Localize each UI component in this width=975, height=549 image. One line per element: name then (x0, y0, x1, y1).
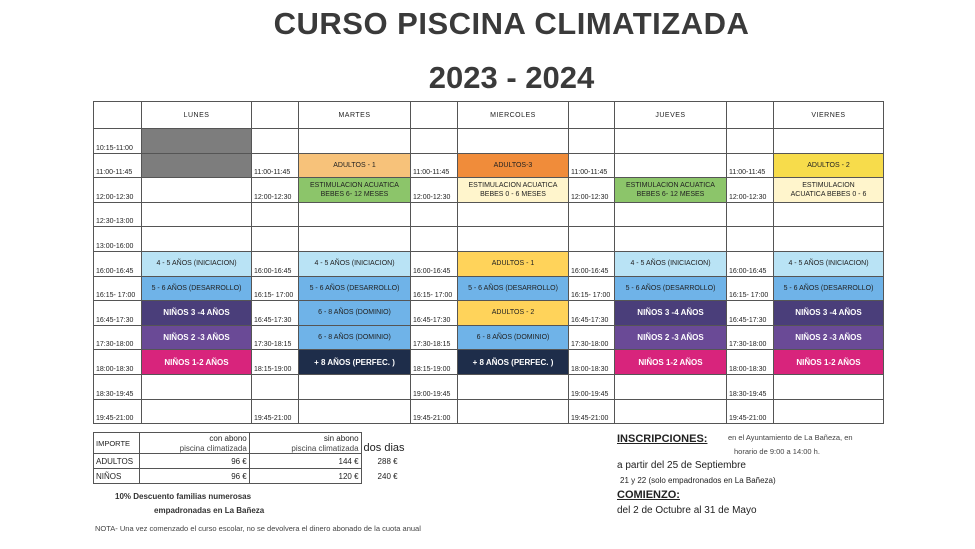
time-cell: 18:30-19:45 (727, 374, 774, 399)
schedule-row (94, 178, 884, 203)
time-cell: 16:45-17:30 (727, 301, 774, 326)
class-cell (774, 129, 884, 154)
class-label: + 8 AÑOS (PERFEC. ) (314, 357, 395, 367)
time-cell (411, 227, 458, 252)
class-cell (458, 374, 569, 399)
time-cell: 17:30-18:00 (569, 325, 615, 350)
comienzo-label: COMIENZO: (617, 489, 680, 501)
time-cell: 12:00-12:30 (94, 178, 142, 203)
time-cell: 16:45-17:30 (569, 301, 615, 326)
inscripciones-text1: en el Ayuntamiento de La Bañeza, en (728, 433, 853, 442)
class-cell (774, 325, 884, 350)
time-cell (252, 374, 299, 399)
class-cell (299, 227, 411, 252)
class-cell (458, 399, 569, 424)
descuento-line1: 10% Descuento familias numerosas (115, 492, 252, 501)
class-label: ADULTOS - 1 (491, 260, 535, 268)
time-cell: 16:00-16:45 (411, 251, 458, 276)
con-abono-sub: piscina climatizada (139, 444, 249, 454)
time-cell: 11:00-11:45 (727, 153, 774, 178)
class-cell (774, 399, 884, 424)
ninos-con-price: 96 € (139, 469, 249, 484)
class-label: ESTIMULACION (802, 181, 855, 189)
class-label: ADULTOS - 2 (807, 161, 850, 169)
class-cell (299, 374, 411, 399)
time-cell: 18:15-19:00 (411, 350, 458, 375)
class-cell (142, 153, 252, 178)
class-cell (615, 399, 727, 424)
class-cell (615, 301, 727, 326)
time-cell: 16:00-16:45 (94, 251, 142, 276)
schedule-row (94, 129, 884, 154)
sin-abono-sub: piscina climatizada (249, 444, 361, 454)
day-header-jueves: JUEVES (615, 102, 727, 129)
time-cell: 17:30-18:15 (252, 325, 299, 350)
class-cell (774, 251, 884, 276)
class-label: ESTIMULACION ACUATICA (626, 181, 715, 189)
ninos-sin-price: 120 € (249, 469, 361, 484)
class-label: NIÑOS 2 -3 AÑOS (795, 333, 862, 343)
class-cell (458, 350, 569, 375)
time-cell: 19:45-21:00 (411, 399, 458, 424)
time-cell (569, 227, 615, 252)
time-cell: 16:00-16:45 (252, 251, 299, 276)
class-label: BEBES 6- 12 MESES (636, 190, 705, 198)
class-cell (299, 399, 411, 424)
time-cell (411, 129, 458, 154)
class-label: 4 - 5 AÑOS (INICIACION) (314, 260, 395, 268)
class-cell (774, 178, 884, 203)
time-cell: 11:00-11:45 (94, 153, 142, 178)
time-cell (727, 227, 774, 252)
class-cell (774, 276, 884, 301)
ninos-label: NIÑOS (94, 469, 140, 484)
time-cell: 19:00-19:45 (569, 374, 615, 399)
class-cell (458, 178, 569, 203)
class-cell (615, 227, 727, 252)
time-cell (569, 129, 615, 154)
adultos-dos-price: 288 € (377, 456, 398, 466)
time-cell: 19:00-19:45 (411, 374, 458, 399)
class-label: ESTIMULACION ACUATICA (468, 181, 558, 189)
schedule-row (94, 153, 884, 178)
time-cell: 11:00-11:45 (569, 153, 615, 178)
class-label: ADULTOS-3 (493, 161, 533, 169)
header-time-cell (569, 102, 615, 129)
time-cell: 16:45-17:30 (94, 301, 142, 326)
sin-abono-label: sin abono (249, 433, 361, 445)
time-cell: 18:00-18:30 (94, 350, 142, 375)
class-cell (615, 374, 727, 399)
time-cell: 10:15-11:00 (94, 129, 142, 154)
inscripciones-label: INSCRIPCIONES: (617, 433, 708, 445)
time-cell: 16:15- 17:00 (94, 276, 142, 301)
class-label: NIÑOS 1-2 AÑOS (796, 357, 861, 367)
day-header-miercoles: MIERCOLES (458, 102, 569, 129)
price-table (93, 432, 413, 484)
class-cell (299, 129, 411, 154)
class-label: 6 - 8 AÑOS (DOMINIO) (318, 309, 391, 317)
class-cell (299, 325, 411, 350)
class-cell (299, 202, 411, 227)
time-cell: 17:30-18:15 (411, 325, 458, 350)
dos-dias-label: dos dias (363, 441, 405, 454)
class-label: 5 - 6 AÑOS (DESARROLLO) (783, 284, 874, 292)
class-label: BEBES 0 - 6 MESES (480, 190, 546, 198)
class-cell (299, 178, 411, 203)
class-label: NIÑOS 2 -3 AÑOS (637, 333, 704, 343)
class-cell (774, 202, 884, 227)
adultos-sin-price: 144 € (249, 454, 361, 469)
time-cell (411, 202, 458, 227)
con-abono-label: con abono (139, 433, 249, 445)
class-cell (458, 301, 569, 326)
schedule-row (94, 350, 884, 375)
class-label: 5 - 6 AÑOS (DESARROLLO) (151, 284, 242, 292)
class-label: ACUATICA BEBES 0 - 6 (790, 190, 867, 198)
class-cell (774, 374, 884, 399)
class-cell (142, 374, 252, 399)
class-cell (299, 301, 411, 326)
class-cell (458, 325, 569, 350)
nota-text: NOTA- Una vez comenzado el curso escolar, no se devolvera el dinero abonado de la cuota anual (95, 524, 421, 533)
schedule-row (94, 227, 884, 252)
time-cell (727, 202, 774, 227)
class-label: NIÑOS 2 -3 AÑOS (163, 333, 230, 343)
time-cell (727, 129, 774, 154)
time-cell: 12:00-12:30 (252, 178, 299, 203)
class-label: 4 - 5 AÑOS (INICIACION) (788, 260, 869, 268)
day-header-martes: MARTES (299, 102, 411, 129)
class-cell (142, 399, 252, 424)
class-label: 6 - 8 AÑOS (DOMINIO) (318, 334, 391, 342)
class-cell (615, 202, 727, 227)
class-cell (299, 153, 411, 178)
header-time-cell (252, 102, 299, 129)
comienzo-text: del 2 de Octubre al 31 de Mayo (617, 505, 757, 516)
time-cell (252, 227, 299, 252)
time-cell: 16:00-16:45 (569, 251, 615, 276)
class-cell (774, 153, 884, 178)
year-title: 2023 - 2024 (428, 60, 595, 95)
class-cell (142, 251, 252, 276)
schedule-row (94, 276, 884, 301)
class-label: NIÑOS 3 -4 AÑOS (637, 308, 704, 318)
schedule-table (93, 101, 884, 424)
time-cell: 16:45-17:30 (252, 301, 299, 326)
header-time-cell (411, 102, 458, 129)
schedule-row (94, 399, 884, 424)
time-cell: 12:00-12:30 (569, 178, 615, 203)
class-cell (458, 227, 569, 252)
class-cell (615, 129, 727, 154)
time-cell: 12:00-12:30 (411, 178, 458, 203)
schedule-row (94, 202, 884, 227)
time-cell: 17:30-18:00 (94, 325, 142, 350)
ninos-dos-price: 240 € (377, 471, 398, 481)
class-cell (142, 350, 252, 375)
class-cell (142, 276, 252, 301)
time-cell: 16:00-16:45 (727, 251, 774, 276)
day-header-lunes: LUNES (142, 102, 252, 129)
class-label: + 8 AÑOS (PERFEC. ) (472, 357, 554, 367)
header-time-cell (727, 102, 774, 129)
class-label: ESTIMULACION ACUATICA (310, 181, 399, 189)
class-cell (299, 350, 411, 375)
class-cell (774, 350, 884, 375)
time-cell: 19:45-21:00 (252, 399, 299, 424)
class-cell (615, 350, 727, 375)
class-label: ADULTOS - 2 (491, 309, 535, 317)
class-cell (615, 276, 727, 301)
time-cell: 16:45-17:30 (411, 301, 458, 326)
schedule-row (94, 301, 884, 326)
descuento-line2: empadronadas en La Bañeza (154, 506, 265, 515)
importe-label: IMPORTE (94, 433, 140, 454)
page-title: CURSO PISCINA CLIMATIZADA (273, 6, 750, 41)
class-cell (299, 251, 411, 276)
time-cell: 19:45-21:00 (94, 399, 142, 424)
class-label: BEBES 6- 12 MESES (320, 190, 389, 198)
class-label: 4 - 5 AÑOS (INICIACION) (156, 260, 237, 268)
class-label: 6 - 8 AÑOS (DOMINIO) (476, 334, 550, 342)
time-cell: 18:00-18:30 (569, 350, 615, 375)
time-cell: 13:00-16:00 (94, 227, 142, 252)
class-cell (458, 202, 569, 227)
class-cell (458, 129, 569, 154)
schedule-row (94, 325, 884, 350)
class-cell (142, 202, 252, 227)
a-partir-text: a partir del 25 de Septiembre (617, 460, 746, 471)
schedule-row (94, 251, 884, 276)
time-cell (252, 129, 299, 154)
time-cell: 17:30-18:00 (727, 325, 774, 350)
class-label: NIÑOS 1-2 AÑOS (164, 357, 229, 367)
adultos-label: ADULTOS (94, 454, 140, 469)
time-cell: 11:00-11:45 (411, 153, 458, 178)
time-cell: 16:15- 17:00 (569, 276, 615, 301)
class-cell (615, 153, 727, 178)
time-cell: 19:45-21:00 (727, 399, 774, 424)
class-label: 4 - 5 AÑOS (INICIACION) (630, 260, 711, 268)
time-cell: 18:30-19:45 (94, 374, 142, 399)
class-cell (142, 129, 252, 154)
class-label: ADULTOS - 1 (333, 161, 376, 169)
class-cell (299, 276, 411, 301)
class-cell (142, 325, 252, 350)
time-cell: 12:30-13:00 (94, 202, 142, 227)
class-cell (774, 301, 884, 326)
schedule-row (94, 374, 884, 399)
time-cell: 19:45-21:00 (569, 399, 615, 424)
inscripciones-text2: horario de 9:00 a 14:00 h. (734, 447, 820, 456)
class-label: NIÑOS 3 -4 AÑOS (163, 308, 230, 318)
class-cell (142, 227, 252, 252)
class-cell (774, 227, 884, 252)
class-label: 5 - 6 AÑOS (DESARROLLO) (309, 284, 400, 292)
class-label: 5 - 6 AÑOS (DESARROLLO) (468, 284, 558, 292)
adultos-con-price: 96 € (139, 454, 249, 469)
time-cell: 16:15- 17:00 (727, 276, 774, 301)
class-cell (458, 276, 569, 301)
time-cell: 12:00-12:30 (727, 178, 774, 203)
class-label: NIÑOS 1-2 AÑOS (638, 357, 703, 367)
time-cell: 18:00-18:30 (727, 350, 774, 375)
day-header-viernes: VIERNES (774, 102, 884, 129)
class-label: NIÑOS 3 -4 AÑOS (795, 308, 862, 318)
time-cell: 16:15- 17:00 (252, 276, 299, 301)
class-cell (142, 301, 252, 326)
class-label: 5 - 6 AÑOS (DESARROLLO) (625, 284, 716, 292)
class-cell (615, 178, 727, 203)
class-cell (458, 153, 569, 178)
dias-text: 21 y 22 (solo empadronados en La Bañeza) (620, 476, 776, 485)
header-time-cell (94, 102, 142, 129)
class-cell (458, 251, 569, 276)
time-cell: 11:00-11:45 (252, 153, 299, 178)
time-cell (252, 202, 299, 227)
time-cell (569, 202, 615, 227)
time-cell: 18:15-19:00 (252, 350, 299, 375)
class-cell (142, 178, 252, 203)
class-cell (615, 325, 727, 350)
class-cell (615, 251, 727, 276)
time-cell: 16:15- 17:00 (411, 276, 458, 301)
